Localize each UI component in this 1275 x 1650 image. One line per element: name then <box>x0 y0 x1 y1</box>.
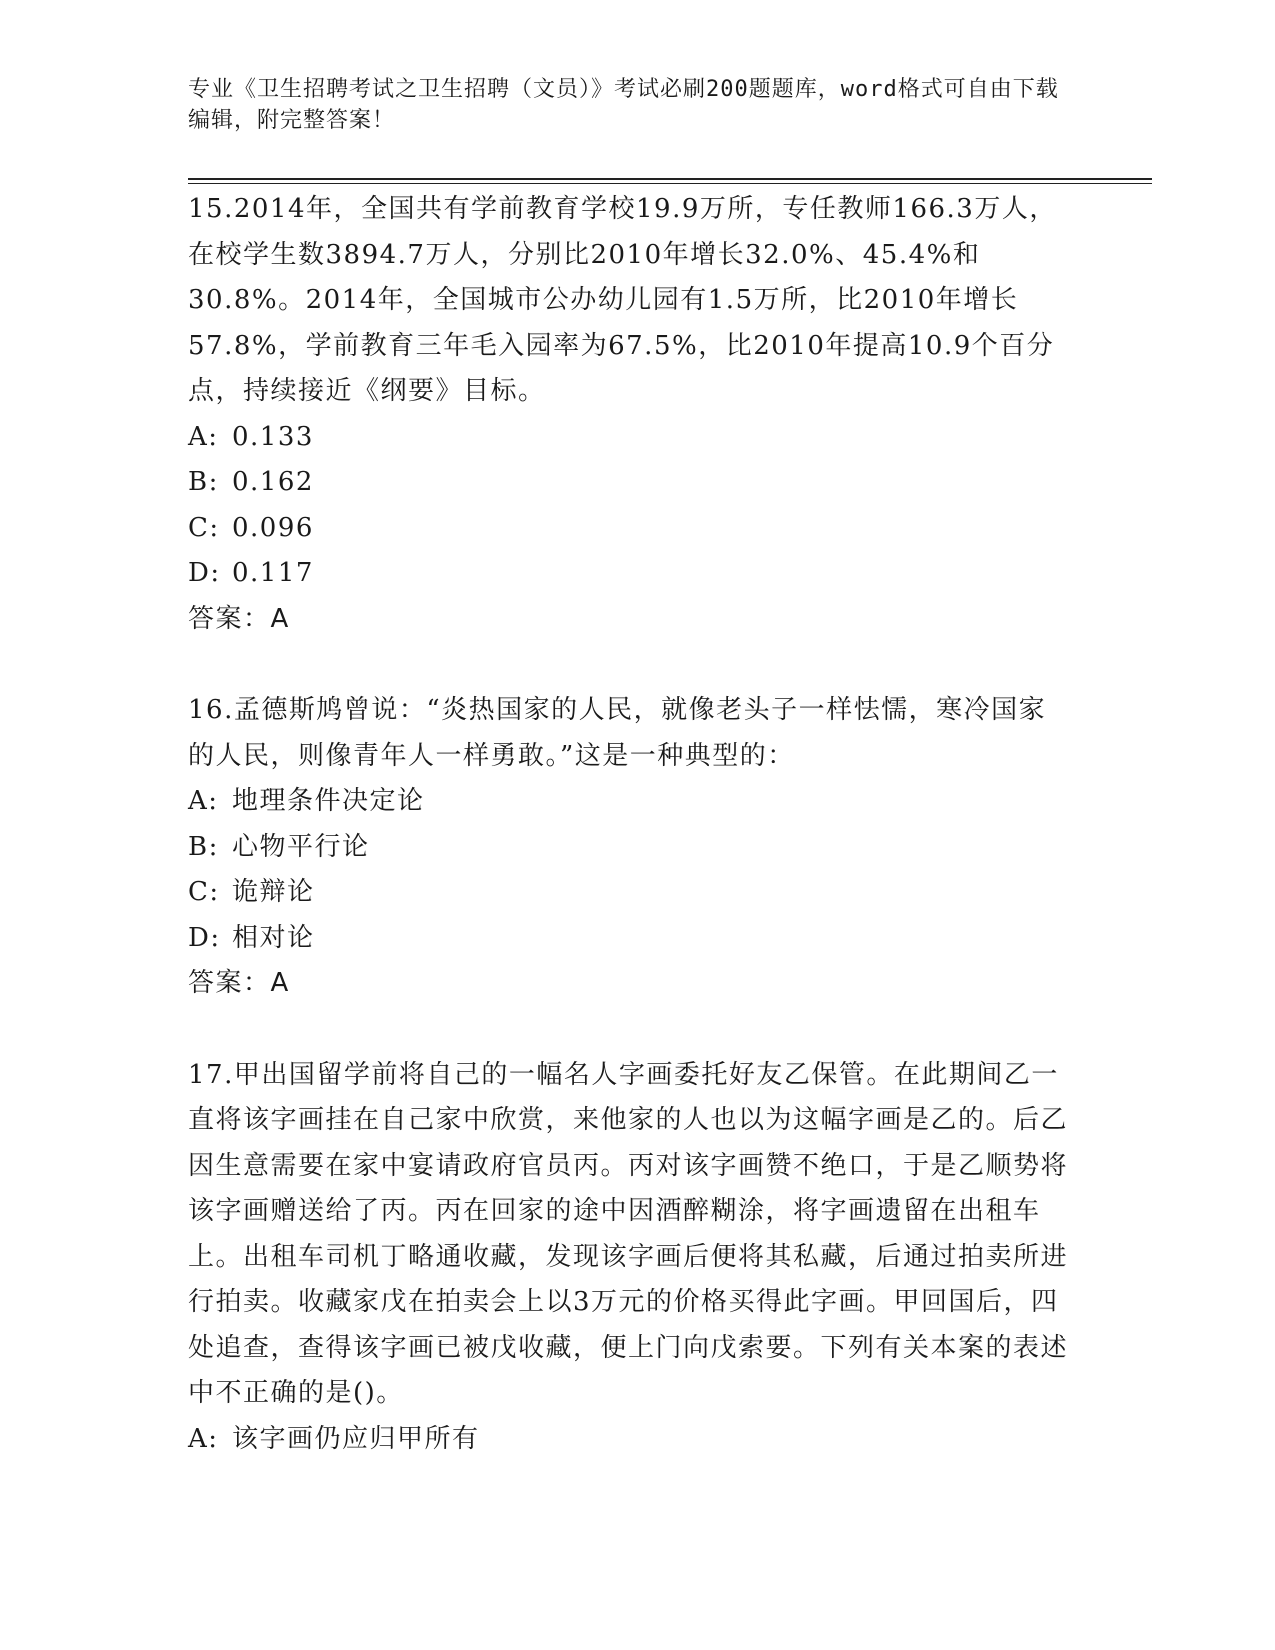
option-text: 0.096 <box>232 512 314 543</box>
option-a <box>188 1417 1068 1463</box>
option-c <box>188 506 1068 552</box>
option-text: 0.133 <box>232 421 314 452</box>
option-a <box>188 779 1068 825</box>
option-letter: C: <box>188 877 220 907</box>
option-letter: C: <box>188 512 220 543</box>
question-16 <box>188 688 1068 1007</box>
header-divider-thin <box>188 183 1152 184</box>
option-b <box>188 460 1068 506</box>
option-letter: A: <box>188 786 219 816</box>
option-text: 心物平行论 <box>232 831 370 862</box>
answer-line: 答案：A <box>188 968 290 998</box>
option-text: 地理条件决定论 <box>232 786 425 816</box>
header-divider-thick <box>188 178 1152 180</box>
document-body <box>188 187 1068 1462</box>
question-stem: 16.孟德斯鸠曾说：“炎热国家的人民，就像老头子一样怯懦，寒冷国家的人民，则像青年人一样勇敢。”这是一种典型的： <box>188 695 1047 771</box>
document-header: 专业《卫生招聘考试之卫生招聘（文员）》考试必刷200题题库，word格式可自由下载编辑，附完整答案！ <box>188 77 1059 133</box>
option-letter: A: <box>188 421 219 452</box>
option-text: 0.162 <box>232 467 314 497</box>
question-17 <box>188 1053 1068 1463</box>
question-stem: 17.甲出国留学前将自己的一幅名人字画委托好友乙保管。在此期间乙一直将该字画挂在自己家中欣赏，来他家的人也以为这幅字画是乙的。后乙因生意需要在家中宴请政府官员丙。丙对该字画赞不绝口，于是乙顺势将该字画赠送给了丙。丙在回家的途中因酒醉糊涂，将字画遗留在出租车上。出租车司机丁略通收藏，发现该字画后便将其私藏，后通过拍卖所进行拍卖。收藏家戊在拍卖会上以3万元的价格买得此字画。甲回国后，四处追查，查得该字画已被戊收藏，便上门向戊索要。下列有关本案的表述中不正确的是()。 <box>188 1059 1069 1408</box>
option-letter: D: <box>188 558 221 588</box>
spacer <box>188 642 1068 688</box>
option-letter: A: <box>188 1423 219 1454</box>
option-c <box>188 870 1068 916</box>
option-letter: B: <box>188 467 219 497</box>
option-text: 该字画仍应归甲所有 <box>232 1423 480 1454</box>
option-text: 相对论 <box>232 922 315 953</box>
option-d <box>188 551 1068 597</box>
question-stem: 15.2014年，全国共有学前教育学校19.9万所，专任教师166.3万人，在校学生数3894.7万人，分别比2010年增长32.0%、45.4%和30.8%。2014年，全国城市公办幼儿园有1.5万所，比2010年增长57.8%，学前教育三年毛入园率为67.5%，比2010年提高10.9个百分点，持续接近《纲要》目标。 <box>188 194 1057 406</box>
option-a <box>188 415 1068 461</box>
question-15 <box>188 187 1068 642</box>
option-d <box>188 916 1068 962</box>
option-text: 诡辩论 <box>232 877 315 907</box>
option-letter: B: <box>188 831 219 862</box>
option-b <box>188 825 1068 871</box>
spacer <box>188 1007 1068 1053</box>
answer-line: 答案：A <box>188 603 290 634</box>
option-letter: D: <box>188 922 221 953</box>
option-text: 0.117 <box>232 558 314 588</box>
